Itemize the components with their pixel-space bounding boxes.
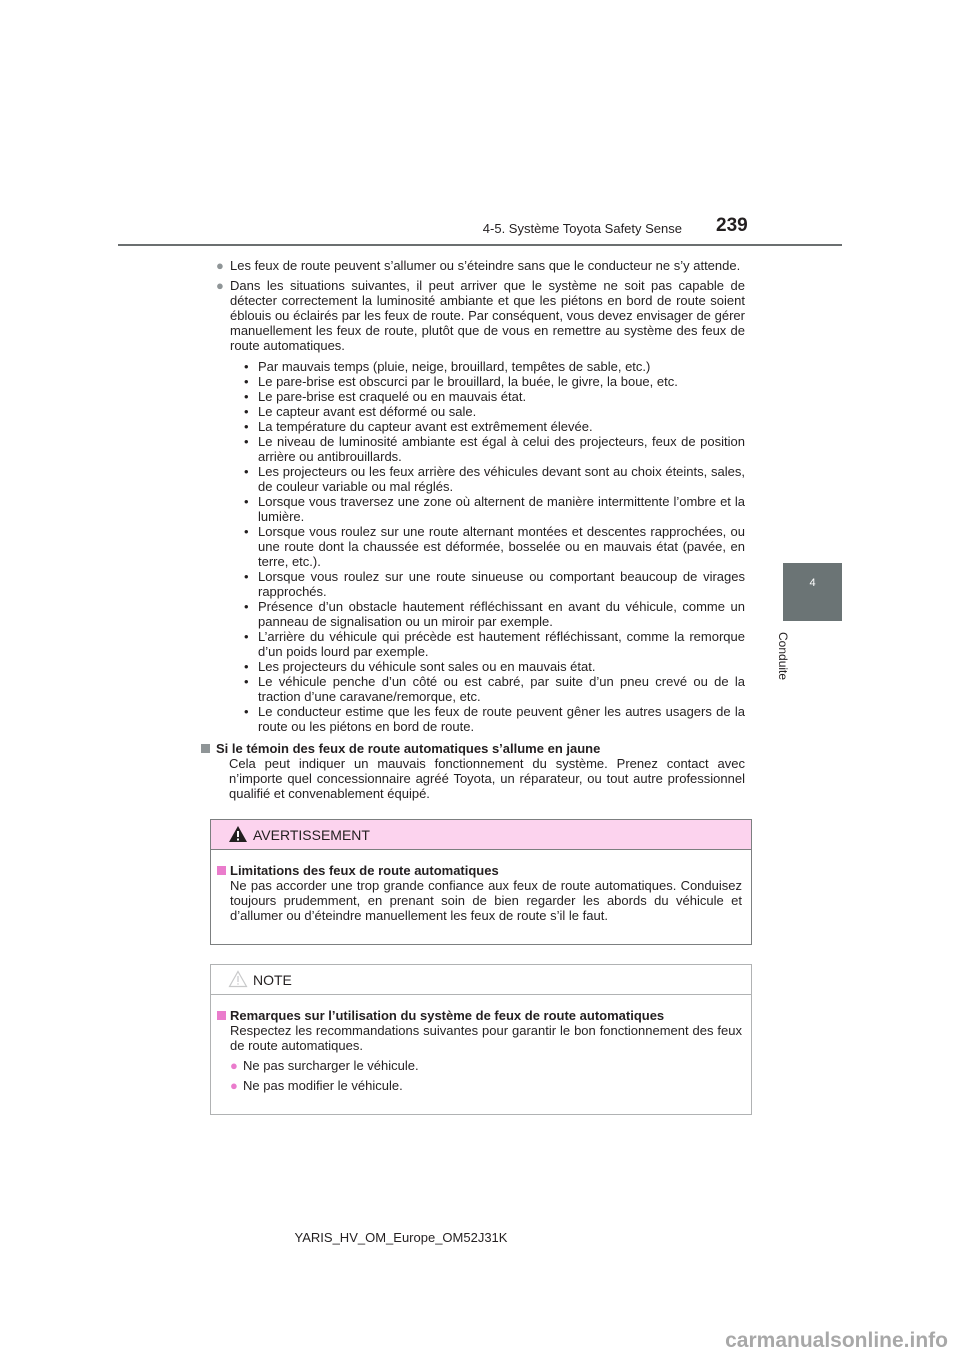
chapter-tab-number: 4 — [809, 577, 816, 589]
watermark: carmanualsonline.info — [725, 1329, 948, 1352]
warning-box — [210, 819, 752, 945]
chapter-tab-label-text: Conduite — [776, 632, 790, 681]
list-item: • Le capteur avant est déformé ou sale. — [244, 404, 745, 419]
note-bullet: ● Ne pas modifier le véhicule. — [230, 1078, 403, 1093]
warning-title: AVERTISSEMENT — [253, 827, 370, 843]
paragraph-unexpected-switching: ● Les feux de route peuvent s’allumer ou s’éteindre sans que le conducteur ne s’y attende. — [216, 258, 741, 273]
chapter-tab — [783, 563, 842, 621]
list-item: • Le pare-brise est craquelé ou en mauvais état. — [244, 389, 745, 404]
section-square-icon — [201, 744, 210, 753]
list-item: • Les projecteurs ou les feux arrière des véhicules devant sont au choix éteints, sales, de couleur variable ou mal réglés. — [244, 464, 745, 494]
note-title: NOTE — [253, 972, 292, 988]
section-square-icon — [217, 1011, 226, 1020]
list-item: • L’arrière du véhicule qui précède est hautement réfléchissant, comme la remorque d’un poids lourd par exemple. — [244, 629, 745, 659]
warning-box-header — [211, 820, 751, 850]
note-text: Respectez les recommandations suivantes pour garantir le bon fonctionnement des feux de route automatiques. — [230, 1023, 742, 1053]
list-item: • Le véhicule penche d’un côté ou est cabré, par suite d’un pneu crevé ou de la traction d’une caravane/remorque, etc. — [244, 674, 745, 704]
warning-text: Ne pas accorder une trop grande confiance aux feux de route automatiques. Conduisez toujours prudemment, en prenant soin de bien regarder les abords du véhicule et d’allumer ou d’éteindre manuellement les feux de route s’il le faut. — [230, 878, 742, 923]
list-item: • Les projecteurs du véhicule sont sales ou en mauvais état. — [244, 659, 745, 674]
note-subheading: Remarques sur l’utilisation du système de feux de route automatiques — [230, 1008, 742, 1023]
note-box — [210, 964, 752, 1115]
warning-box-body — [211, 850, 751, 923]
chapter-tab-label — [776, 632, 802, 692]
situations-list — [244, 359, 745, 734]
amber-indicator-body: Cela peut indiquer un mauvais fonctionnement du système. Prenez contact avec n’importe quel concessionnaire agréé Toyota, un réparateur, ou tout autre professionnel qualifié et convenablement équipé. — [229, 756, 745, 801]
footer-document-code: YARIS_HV_OM_Europe_OM52J31K — [294, 1230, 508, 1245]
section-square-icon — [217, 866, 226, 875]
list-item: • Le conducteur estime que les feux de route peuvent gêner les autres usagers de la route ou les piétons en bord de route. — [244, 704, 745, 734]
list-item: • Par mauvais temps (pluie, neige, brouillard, tempêtes de sable, etc.) — [244, 359, 745, 374]
bullet-dot-icon: ● — [230, 1058, 238, 1073]
header-rule — [118, 244, 842, 246]
paragraph-manual-control: ● Dans les situations suivantes, il peut arriver que le système ne soit pas capable de détecter correctement la luminosité ambiante et que les piétons en bord de route soient éblouis ou éclairés par les feux de route. Par conséquent, vous devez envisager de gérer manuellement les feux de route, plutôt que de vous en remettre au système des feux de route automatiques. • Par mauvais temps (pluie, neige, brouillard, tempêtes de sable, etc.) • Le pare-brise est obscurci par le brouillard, la buée, le givre, la boue, etc. • Le pare-brise est craquelé ou en mauvais état. • Le capteur avant est déformé ou sale. • La température du capteur avant est extrêmement élevée. • Le niveau de luminosité ambiante est égal à celui des projecteurs, feux de position arrière ou antibrouillards. • Les projecteurs ou les feux arrière des véhicules devant sont au choix éteints, sales, de couleur variable ou mal réglés. • Lorsque vous traversez une zone où alternent de manière intermittente l’ombre et la lumière. • Lorsque vous roulez sur une route alternant montées et descentes rapprochées, ou une route dont la chaussée est déformée, bosselée ou en mauvais état (pavée, en terre, etc.). • Lorsque vous roulez sur une route sinueuse ou comportant beaucoup de virages rapprochés. • Présence d’un obstacle hautement réfléchissant en avant du véhicule, comme un panneau de signalisation ou un miroir par exemple. • L’arrière du véhicule qui précède est hautement réfléchissant, comme la remorque d’un poids lourd par exemple. • Les projecteurs du véhicule sont sales ou en mauvais état. • Le véhicule penche d’un côté ou est cabré, par suite d’un pneu crevé ou de la traction d’une caravane/remorque, etc. • Le conducteur estime que les feux de route peuvent gêner les autres usagers de la route ou les piétons en bord de route. — [216, 278, 745, 734]
bullet-dot-icon: ● — [216, 278, 224, 293]
list-item: • Le pare-brise est obscurci par le brouillard, la buée, le givre, la boue, etc. — [244, 374, 745, 389]
list-item: • Lorsque vous roulez sur une route sinueuse ou comportant beaucoup de virages rapprochés. — [244, 569, 745, 599]
page-number: 239 — [716, 215, 748, 236]
list-item: • La température du capteur avant est extrêmement élevée. — [244, 419, 745, 434]
caution-triangle-icon — [228, 970, 248, 988]
note-box-header — [211, 965, 751, 995]
note-box-body — [211, 995, 751, 1093]
bullet-dot-icon: ● — [230, 1078, 238, 1093]
warning-subheading: Limitations des feux de route automatiques — [230, 863, 742, 878]
main-content — [216, 258, 745, 801]
list-item: • Le niveau de luminosité ambiante est égal à celui des projecteurs, feux de position arrière ou antibrouillards. — [244, 434, 745, 464]
page-header-section: 4-5. Système Toyota Safety Sense — [482, 221, 682, 236]
warning-triangle-icon — [228, 825, 248, 843]
note-bullet: ● Ne pas surcharger le véhicule. — [230, 1058, 419, 1073]
amber-indicator-heading: Si le témoin des feux de route automatiques s’allume en jaune — [216, 741, 745, 756]
list-item: • Présence d’un obstacle hautement réfléchissant en avant du véhicule, comme un panneau de signalisation ou un miroir par exemple. — [244, 599, 745, 629]
list-item: • Lorsque vous roulez sur une route alternant montées et descentes rapprochées, ou une route dont la chaussée est déformée, bosselée ou en mauvais état (pavée, en terre, etc.). — [244, 524, 745, 569]
bullet-dot-icon: ● — [216, 258, 224, 273]
list-item: • Lorsque vous traversez une zone où alternent de manière intermittente l’ombre et la lumière. — [244, 494, 745, 524]
